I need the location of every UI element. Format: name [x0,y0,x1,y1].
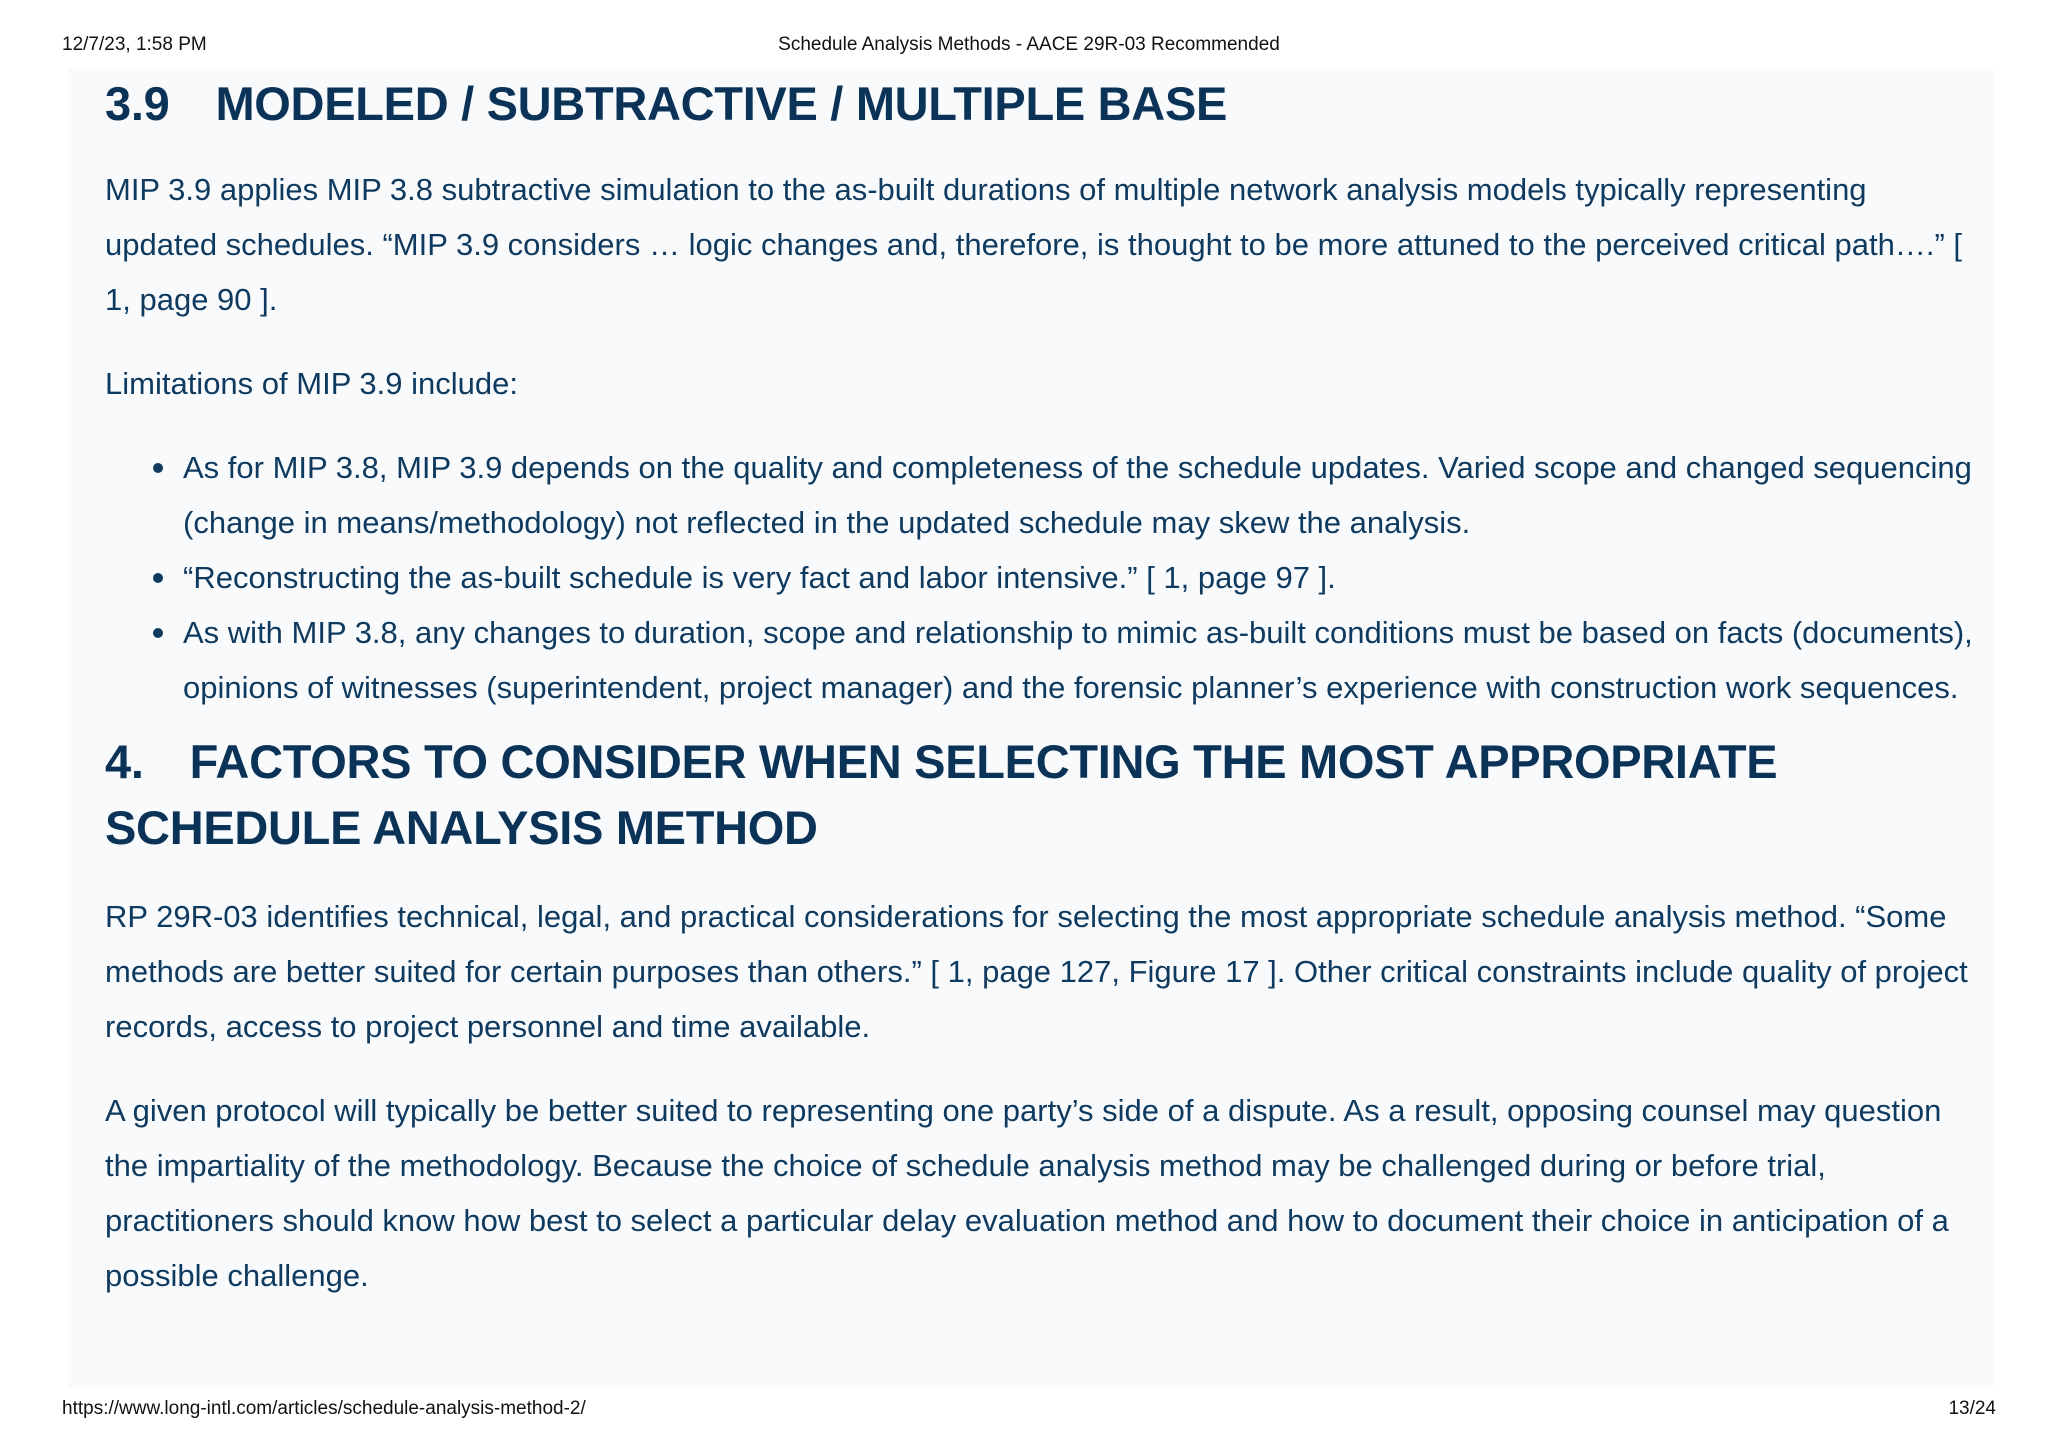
list-item-text: As for MIP 3.8, MIP 3.9 depends on the quality and completeness of the schedule updates. Varied scope and changed sequencing (change in means/methodology) not reflected in the updated schedule may skew the analysis. [183,450,1972,540]
bullet-icon [153,573,163,583]
section-3-9-title: MODELED / SUBTRACTIVE / MULTIPLE BASE [215,77,1228,130]
page-number: 13/24 [1948,1398,1996,1419]
section-4-title: FACTORS TO CONSIDER WHEN SELECTING THE MOST APPROPRIATE SCHEDULE ANALYSIS METHOD [105,735,1778,854]
section-4-heading [105,729,1975,861]
list-item [183,550,1975,605]
print-datetime: 12/7/23, 1:58 PM [62,34,207,55]
list-item-text: As with MIP 3.8, any changes to duration, scope and relationship to mimic as-built conditions must be based on facts (documents), opinions of witnesses (superintendent, project manager) and the forensic planner’s experience with construction work sequences. [183,615,1973,705]
limitations-intro: Limitations of MIP 3.9 include: [105,366,518,401]
section-3-9-number: 3.9 [105,77,170,130]
print-page-title: Schedule Analysis Methods - AACE 29R-03 Recommended [778,34,1280,55]
bullet-icon [153,628,163,638]
list-item [183,605,1975,715]
page-url: https://www.long-intl.com/articles/schedule-analysis-method-2/ [62,1398,586,1419]
article-body [105,68,1975,1303]
section-4-paragraph-2: A given protocol will typically be better suited to representing one party’s side of a dispute. As a result, opposing counsel may question the impartiality of the methodology. Because the choice of schedule analysis method may be challenged during or before trial, practitioners should know how best to select a particular delay evaluation method and how to document their choice in anticipation of a possible challenge. [105,1093,1949,1293]
list-item [183,440,1975,550]
section-4-paragraph-1: RP 29R-03 identifies technical, legal, and practical considerations for selecting the most appropriate schedule analysis method. “Some methods are better suited for certain purposes than others.” [ 1, page 127, Figure 17 ]. Other critical constraints include quality of project records, access to project personnel and time available. [105,899,1968,1044]
limitations-list [105,440,1975,715]
section-4-number: 4. [105,735,144,788]
section-3-9-paragraph: MIP 3.9 applies MIP 3.8 subtractive simulation to the as-built durations of multiple network analysis models typically representing updated schedules. “MIP 3.9 considers … logic changes and, therefore, is thought to be more attuned to the perceived critical path….” [ 1, page 90 ]. [105,172,1963,317]
section-3-9-heading [105,71,1975,137]
article-content [68,68,1993,1388]
print-header [62,34,1996,58]
list-item-text: “Reconstructing the as-built schedule is very fact and labor intensive.” [ 1, page 97 ]. [183,560,1336,595]
bullet-icon [153,463,163,473]
print-footer [62,1398,1996,1422]
